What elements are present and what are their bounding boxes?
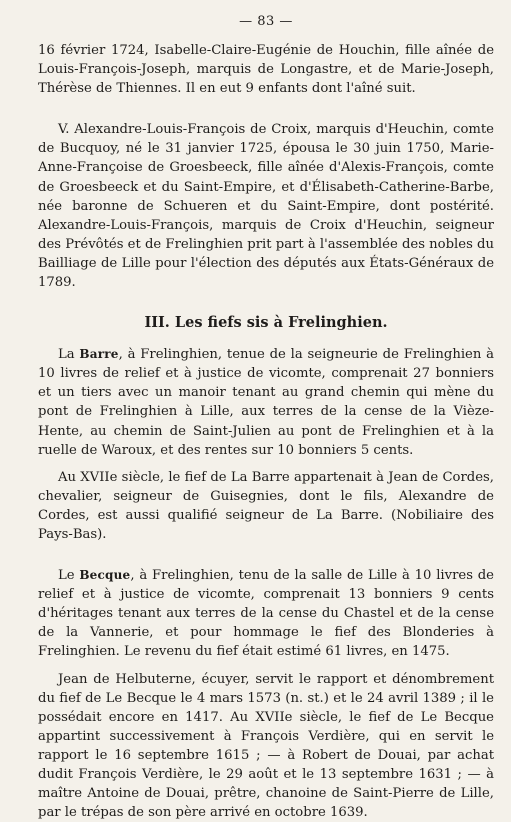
paragraph-la-barre-history: Au XVIIe siècle, le fief de La Barre appartenait à Jean de Cordes, chevalier, seigneur de Guisegnies, dont le fils, Alexandre de Cordes, est aussi qualifié seigneur de La Barre. (Nobiliaire des Pays-Bas).	[38, 469, 494, 542]
paragraph-body: , à Frelinghien, tenu de la salle de Lille à 10 livres de relief et à justice de vicomte, comprenait 13 bonniers 9 cents d'héritages tenant aux terres de la cense du Chastel et de la cense de la Vannerie, et pour hommage le fief des Blonderies à Frelinghien. Le revenu du fief était estimé 61 livres, en 1475.	[38, 568, 494, 660]
paragraph-fief-le-becque	[38, 566, 494, 661]
fief-name-barre: Barre	[79, 347, 119, 362]
paragraph-marriage-continuation: 16 février 1724, Isabelle-Claire-Eugénie de Houchin, fille aînée de Louis-François-Joseph, marquis de Longastre, et de Marie-Joseph, Thérèse de Thiennes. Il en eut 9 enfants dont l'aîné suit.	[38, 43, 494, 97]
fief-name-becque: Becque	[79, 568, 131, 583]
paragraph-body: , à Frelinghien, tenue de la seigneurie de Frelinghien à 10 livres de relief et à justice de vicomte, comprenait 27 bonniers et un tiers avec un manoir tenant au grand chemin qui mène du pont de Frelinghien à Lille, aux terres de la cense de la Vièze-Hente, au chemin de Saint-Julien au pont de Frelinghien et à la ruelle de Waroux, et des rentes sur 10 bonniers 5 cents.	[38, 347, 494, 458]
paragraph-prefix: Le	[58, 568, 80, 584]
paragraph-alexandre-louis-francois: V. Alexandre-Louis-François de Croix, marquis d'Heuchin, comte de Bucquoy, né le 31 janvier 1725, épousa le 30 juin 1750, Marie-Anne-Françoise de Groesbeeck, fille aînée d'Alexis-François, comte de Groesbeeck et du Saint-Empire, et d'Élisabeth-Catherine-Barbe, née baronne de Schueren et du Saint-Empire, dont postérité. Alexandre-Louis-François, marquis de Croix d'Heuchin, seigneur des Prévôtés et de Frelinghien prit part à l'assemblée des nobles du Bailliage de Lille pour l'élection des députés aux États-Généraux de 1789.	[38, 122, 494, 291]
paragraph-le-becque-history: Jean de Helbuterne, écuyer, servit le rapport et dénombrement du fief de Le Becque le 4 mars 1573 (n. st.) et le 24 avril 1389 ; il le possédait encore en 1417. Au XVIIe siècle, le fief de Le Becque appartint successivement à François Verdière, qui en servit le rapport le 16 septembre 1615 ; — à Robert de Douai, par achat dudit François Verdière, le 29 août et le 13 septembre 1631 ; — à maître Antoine de Douai, prêtre, chanoine de Saint-Pierre de Lille, par le trépas de son père arrivé en octobre 1639.	[38, 671, 494, 821]
paragraph-prefix: La	[58, 347, 80, 363]
document-page	[38, 14, 494, 822]
page-number: — 83 —	[239, 14, 293, 29]
section-heading-fiefs: III. Les fiefs sis à Frelinghien.	[144, 314, 388, 332]
paragraph-fief-la-barre	[38, 345, 494, 460]
